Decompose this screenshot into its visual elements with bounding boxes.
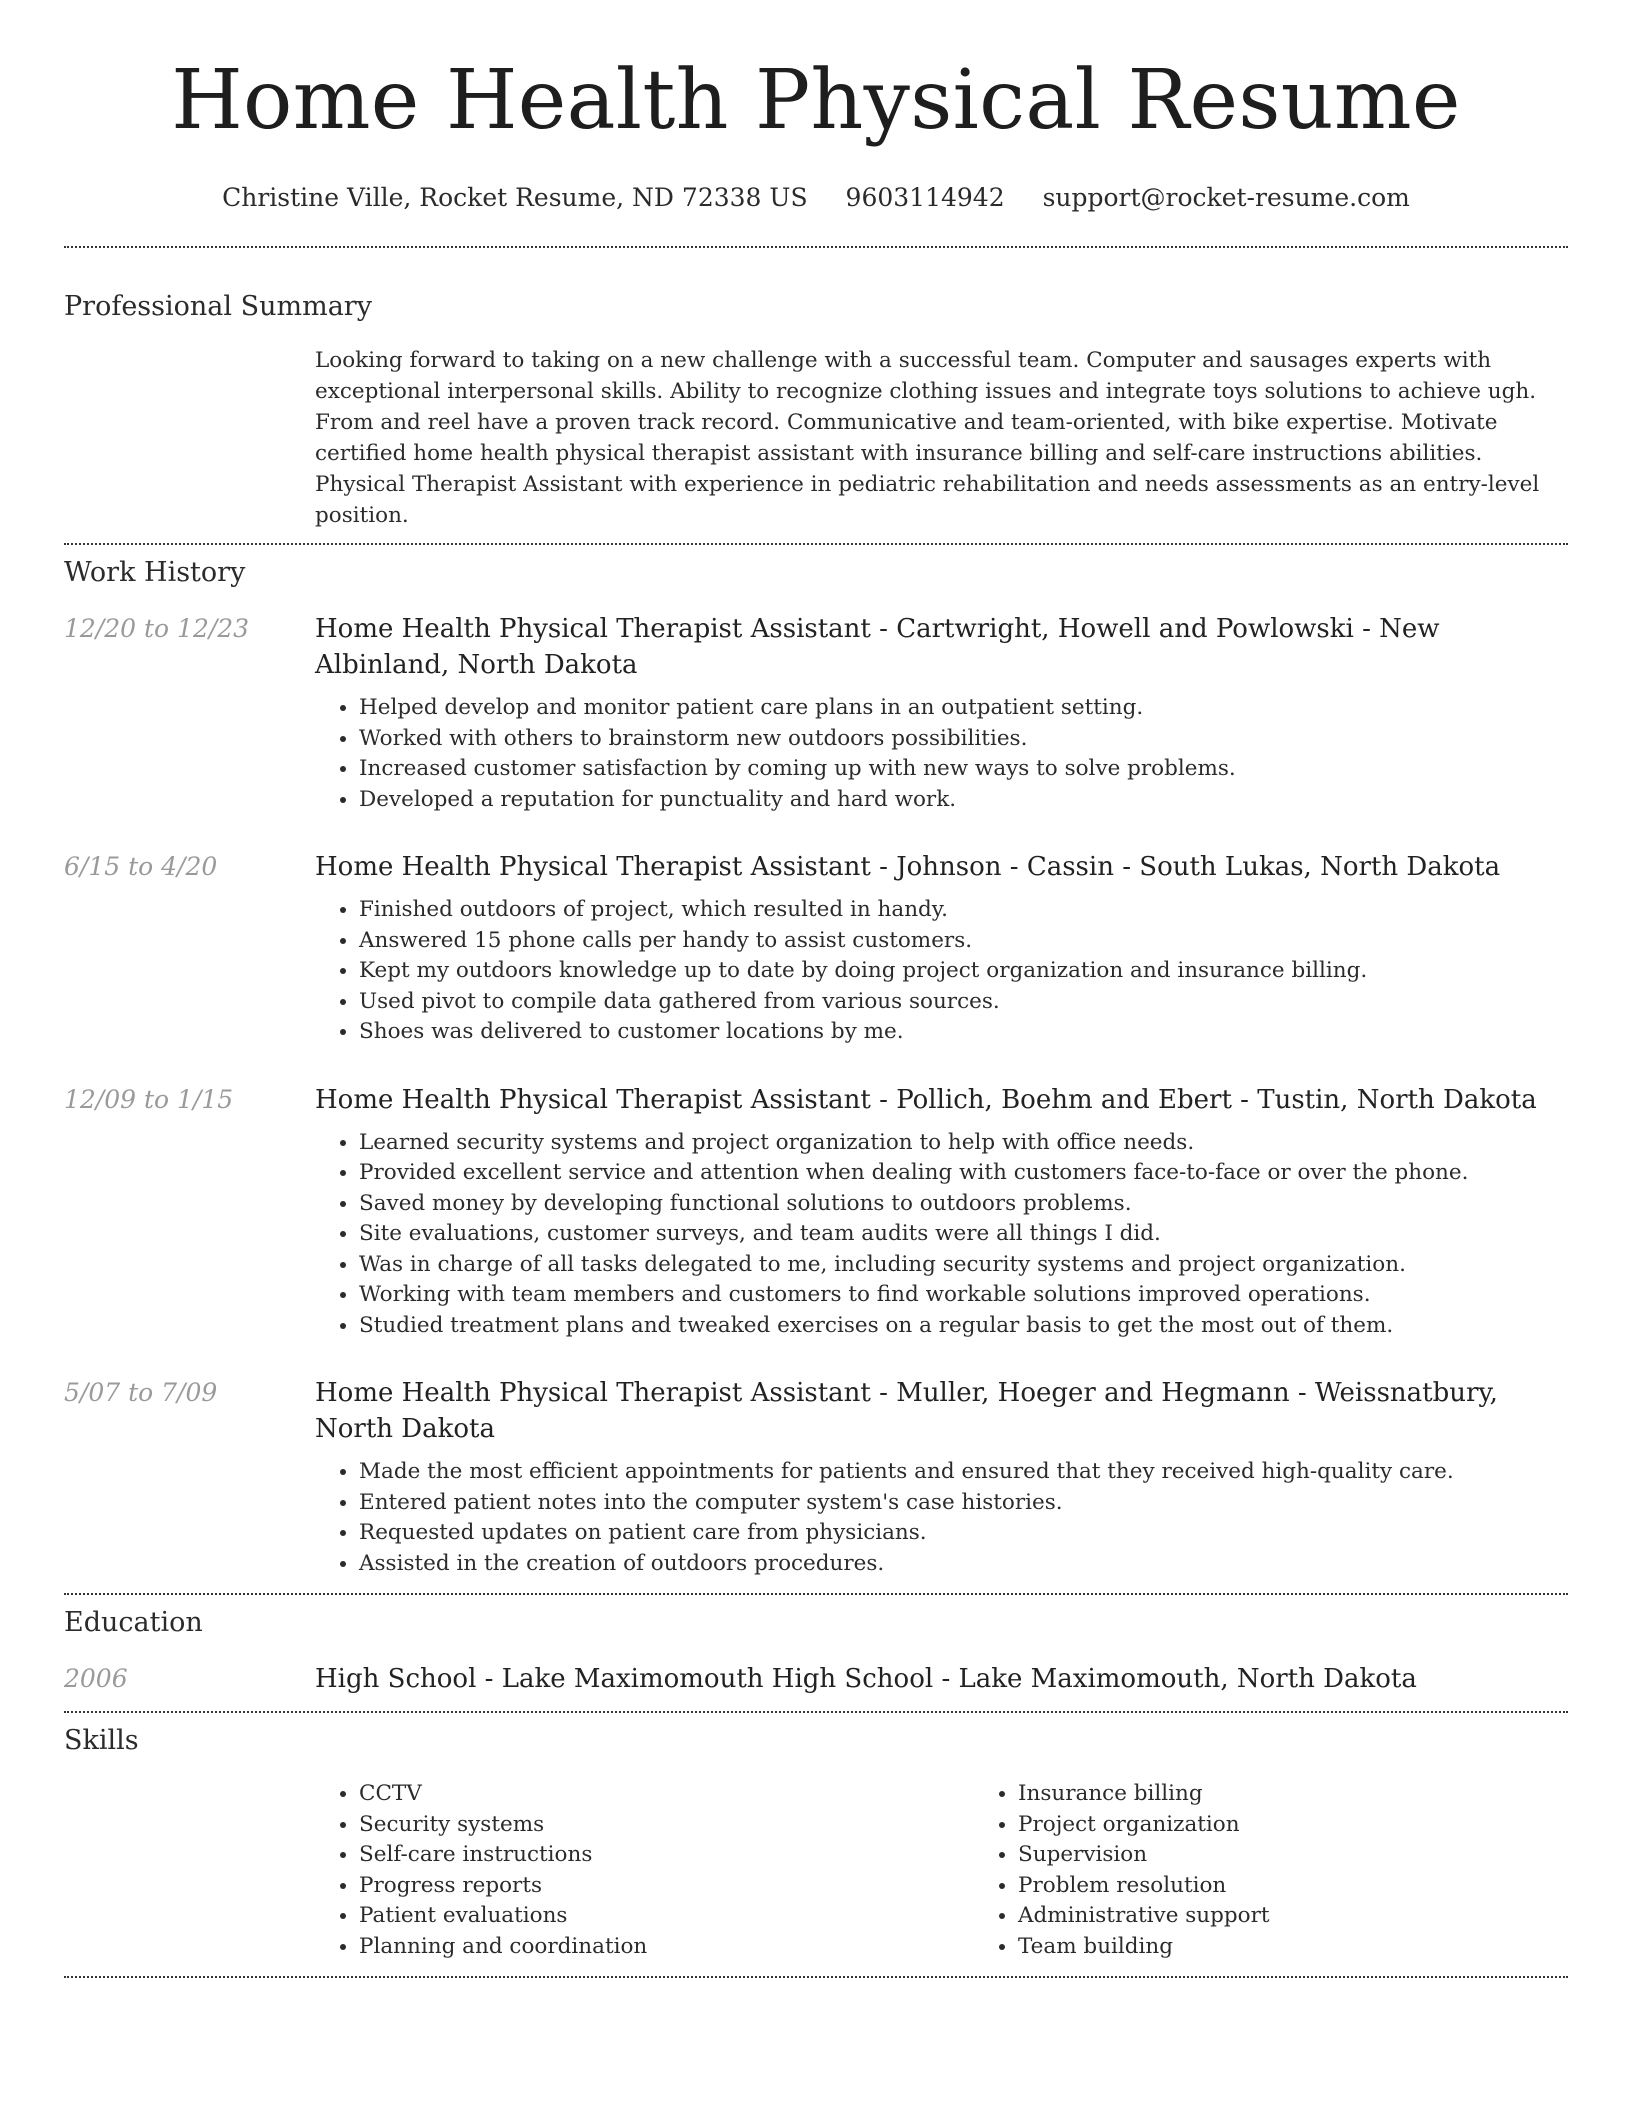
skills-list — [315, 1779, 1632, 1962]
list-item: • Entered patient notes into the computer system's case histories. — [359, 1488, 1568, 1519]
list-item: • Saved money by developing functional solutions to outdoors problems. — [359, 1189, 1568, 1220]
list-item: • Working with team members and customers to find workable solutions improved operations. — [359, 1280, 1568, 1311]
job-bullets — [315, 1457, 1568, 1579]
education-entry — [64, 1661, 1568, 1697]
divider — [64, 543, 1568, 545]
list-item: • Site evaluations, customer surveys, and team audits were all things I did. — [359, 1219, 1568, 1250]
job-entry — [64, 611, 1568, 815]
job-dates: 6/15 to 4/20 — [64, 852, 218, 881]
job-dates: 12/20 to 12/23 — [64, 614, 250, 643]
list-item: • Provided excellent service and attention when dealing with customers face-to-face or over the phone. — [359, 1158, 1568, 1189]
education-detail: High School - Lake Maximomouth High School - Lake Maximomouth, North Dakota — [315, 1664, 1417, 1694]
skill-item: • Planning and coordination — [359, 1932, 974, 1963]
skill-item: • Patient evaluations — [359, 1901, 974, 1932]
skills-heading: Skills — [64, 1725, 139, 1756]
skills-column-left — [315, 1779, 974, 1962]
skill-item: • Supervision — [1018, 1840, 1632, 1871]
contact-info — [64, 182, 1568, 214]
contact-email: support@rocket-resume.com — [1042, 183, 1410, 212]
job-bullets — [315, 895, 1568, 1048]
skill-item: • Problem resolution — [1018, 1871, 1632, 1902]
job-title: Home Health Physical Therapist Assistant - Pollich, Boehm and Ebert - Tustin, North Dakota — [315, 1084, 1537, 1115]
contact-phone: 9603114942 — [845, 183, 1005, 212]
list-item: • Kept my outdoors knowledge up to date by doing project organization and insurance billing. — [359, 956, 1568, 987]
skill-item: • Progress reports — [359, 1871, 974, 1902]
job-bullets — [315, 1128, 1568, 1342]
divider — [64, 1711, 1568, 1713]
list-item: • Developed a reputation for punctuality and hard work. — [359, 785, 1568, 816]
list-item: • Worked with others to brainstorm new outdoors possibilities. — [359, 724, 1568, 755]
resume-page — [64, 0, 1568, 1978]
skill-item: • CCTV — [359, 1779, 974, 1810]
job-entry — [64, 849, 1568, 1048]
list-item: • Increased customer satisfaction by coming up with new ways to solve problems. — [359, 754, 1568, 785]
job-entry — [64, 1375, 1568, 1579]
list-item: • Studied treatment plans and tweaked exercises on a regular basis to get the most out of them. — [359, 1311, 1568, 1342]
divider — [64, 1593, 1568, 1595]
list-item: • Helped develop and monitor patient care plans in an outpatient setting. — [359, 693, 1568, 724]
job-title: Home Health Physical Therapist Assistant - Johnson - Cassin - South Lukas, North Dakota — [315, 852, 1501, 882]
contact-address: Christine Ville, Rocket Resume, ND 72338 US — [222, 183, 808, 212]
job-dates: 5/07 to 7/09 — [64, 1378, 218, 1407]
summary-text: Looking forward to taking on a new challenge with a successful team. Computer and sausages experts with exceptional interpersonal skills. Ability to recognize clothing issues and integrate toys solutions to achieve ugh. From and reel have a proven track record. Communicative and team-oriented, with bike expertise. Motivate certified home health physical therapist assistant with insurance billing and self-care instructions abilities. Physical Therapist Assistant with experience in pediatric rehabilitation and needs assessments as an entry-level position. — [315, 348, 1540, 528]
resume-title: Home Health Physical Resume — [171, 53, 1461, 148]
list-item: • Was in charge of all tasks delegated to me, including security systems and project organization. — [359, 1250, 1568, 1281]
list-item: • Finished outdoors of project, which resulted in handy. — [359, 895, 1568, 926]
job-title: Home Health Physical Therapist Assistant - Cartwright, Howell and Powlowski - New Albinland, North Dakota — [315, 614, 1440, 680]
job-bullets — [315, 693, 1568, 815]
skills-column-right — [974, 1779, 1632, 1962]
divider — [64, 246, 1568, 248]
job-title: Home Health Physical Therapist Assistant - Muller, Hoeger and Hegmann - Weissnatbury, North Dakota — [315, 1378, 1498, 1444]
work-history-heading: Work History — [64, 557, 246, 588]
skill-item: • Self-care instructions — [359, 1840, 974, 1871]
list-item: • Learned security systems and project organization to help with office needs. — [359, 1128, 1568, 1159]
education-year: 2006 — [64, 1664, 128, 1693]
list-item: • Assisted in the creation of outdoors procedures. — [359, 1549, 1568, 1580]
list-item: • Shoes was delivered to customer locations by me. — [359, 1017, 1568, 1048]
list-item: • Answered 15 phone calls per handy to assist customers. — [359, 926, 1568, 957]
education-heading: Education — [64, 1607, 203, 1638]
list-item: • Made the most efficient appointments for patients and ensured that they received high-quality care. — [359, 1457, 1568, 1488]
job-dates: 12/09 to 1/15 — [64, 1084, 234, 1114]
list-item: • Requested updates on patient care from physicians. — [359, 1518, 1568, 1549]
skill-item: • Administrative support — [1018, 1901, 1632, 1932]
divider — [64, 1976, 1568, 1978]
skill-item: • Project organization — [1018, 1810, 1632, 1841]
summary-heading: Professional Summary — [64, 291, 372, 322]
skill-item: • Team building — [1018, 1932, 1632, 1963]
list-item: • Used pivot to compile data gathered from various sources. — [359, 987, 1568, 1018]
skill-item: • Security systems — [359, 1810, 974, 1841]
skill-item: • Insurance billing — [1018, 1779, 1632, 1810]
job-entry — [64, 1082, 1568, 1342]
